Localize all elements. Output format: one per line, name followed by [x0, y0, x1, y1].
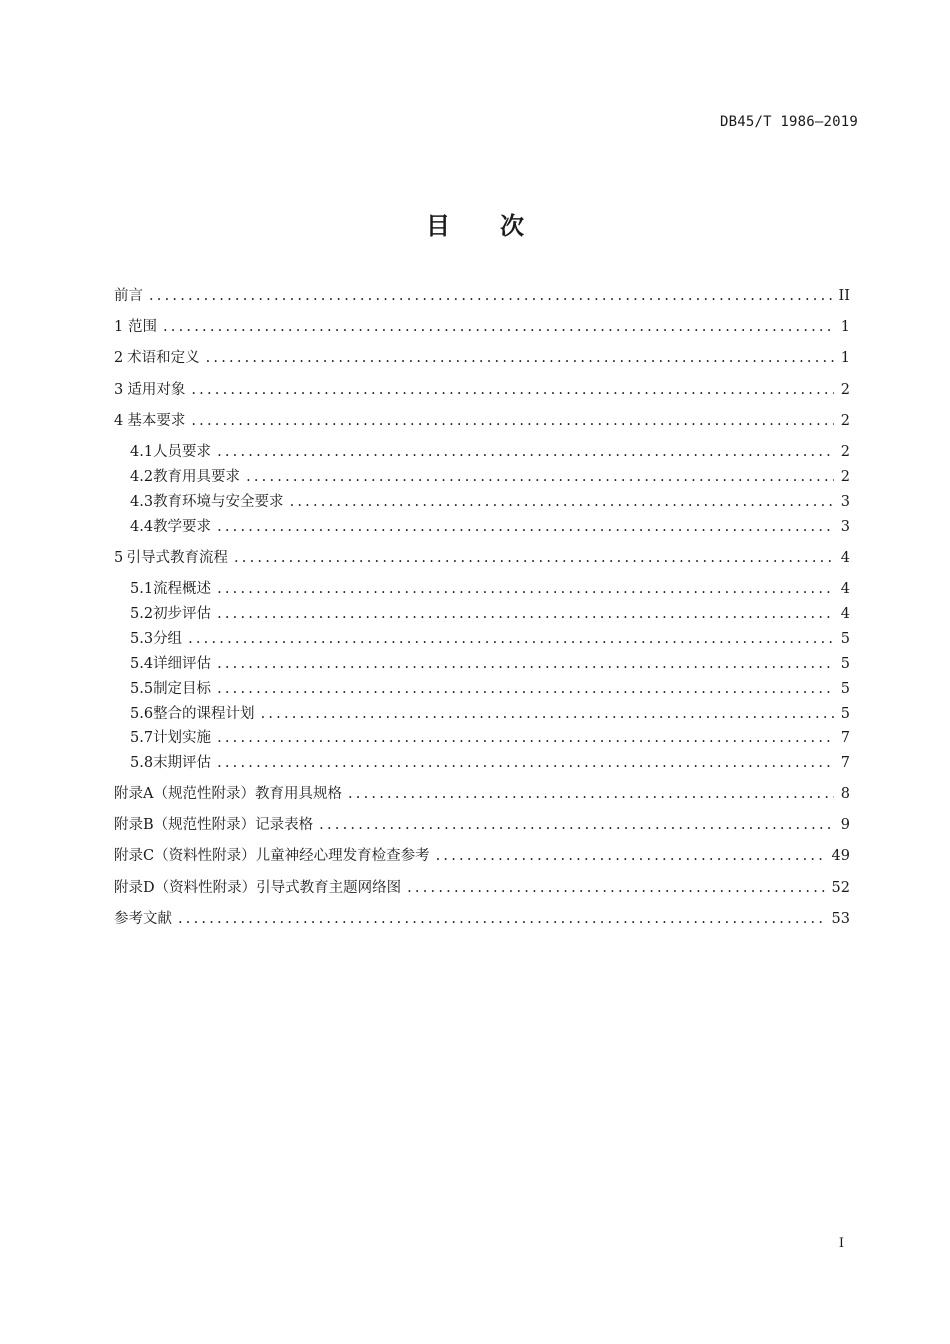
toc-entry[interactable] [114, 876, 850, 900]
toc-entry-number: 5 [114, 550, 124, 566]
toc-entry-number: 5.3 [130, 631, 154, 647]
toc-entry-label: 教育用具规格 [254, 786, 342, 802]
toc-entry[interactable] [114, 907, 850, 931]
toc-entry-label: 初步评估 [153, 606, 212, 622]
toc-entry[interactable] [130, 465, 850, 489]
toc-title-char-1: 目 [426, 212, 450, 240]
toc-entry-label: 整合的课程计划 [153, 706, 255, 722]
page-number: I [838, 1236, 844, 1251]
toc-entry-number: 5.8 [130, 755, 154, 771]
toc-entry-number: 5.1 [130, 581, 154, 597]
toc-entry-label: 末期评估 [153, 755, 212, 771]
toc-entry-label: 计划实施 [153, 730, 212, 746]
toc-entry-page: 4 [840, 606, 850, 622]
toc-entry-number: 4 [114, 413, 124, 429]
toc-dot-leader [206, 346, 834, 370]
toc-entry-number: 4.1 [130, 444, 154, 460]
toc-entry-page: 5 [840, 656, 850, 672]
toc-entry-page: 3 [840, 494, 850, 510]
toc-entry-page: II [838, 288, 850, 304]
toc-entry-number: 4.2 [130, 469, 154, 485]
toc-entry-number: 附录B（规范性附录） [114, 817, 256, 833]
toc-entry-number: 5.2 [130, 606, 154, 622]
toc-dot-leader [191, 409, 834, 433]
toc-dot-leader [436, 844, 826, 868]
toc-entry-number: 4.3 [130, 494, 154, 510]
toc-dot-leader [163, 315, 834, 339]
toc-entry-label: 前言 [114, 288, 143, 304]
toc-entry-page: 49 [831, 848, 850, 864]
toc-entry[interactable] [114, 315, 850, 339]
toc-dot-leader [217, 515, 834, 539]
toc-entry-label: 人员要求 [153, 444, 212, 460]
toc-entry-page: 5 [840, 681, 850, 697]
toc-entry-label: 教育环境与安全要求 [153, 494, 284, 510]
toc-entry[interactable] [130, 577, 850, 601]
toc-title-char-2: 次 [500, 212, 524, 240]
toc-dot-leader [188, 627, 834, 651]
toc-dot-leader [217, 652, 834, 676]
toc-dot-leader [217, 751, 834, 775]
toc-entry[interactable] [114, 782, 850, 806]
toc-entry[interactable] [130, 726, 850, 750]
toc-entry[interactable] [130, 627, 850, 651]
toc-entry-page: 2 [840, 469, 850, 485]
toc-entry-number: 5.6 [130, 706, 154, 722]
toc-entry-label: 范围 [127, 319, 157, 335]
toc-entry-page: 5 [840, 706, 850, 722]
toc-entry-label: 引导式教育流程 [126, 550, 228, 566]
toc-entry[interactable] [114, 346, 850, 370]
toc-entry-label: 引导式教育主题网络图 [256, 880, 402, 896]
toc-entry[interactable] [130, 440, 850, 464]
toc-entry-label: 教育用具要求 [153, 469, 241, 485]
toc-entry[interactable] [114, 409, 850, 433]
toc-dot-leader [217, 677, 834, 701]
toc-entry-number: 3 [114, 382, 124, 398]
toc-entry[interactable] [114, 284, 850, 308]
toc-entry-page: 9 [840, 817, 850, 833]
toc-entry-page: 7 [840, 755, 850, 771]
toc-entry-page: 53 [831, 911, 850, 927]
toc-entry-page: 2 [840, 382, 850, 398]
toc-entry-page: 1 [840, 319, 850, 335]
toc-entry-label: 基本要求 [127, 413, 186, 429]
toc-title [0, 206, 950, 241]
toc-dot-leader [234, 546, 834, 570]
toc-entry-page: 4 [840, 581, 850, 597]
toc-entry-number: 2 [114, 350, 124, 366]
toc-entry-label: 教学要求 [153, 519, 212, 535]
toc-dot-leader [319, 813, 834, 837]
toc-entry[interactable] [130, 677, 850, 701]
toc-dot-leader [217, 577, 834, 601]
toc-dot-leader [246, 465, 834, 489]
toc-dot-leader [348, 782, 834, 806]
toc-entry-label: 分组 [153, 631, 183, 647]
document-code: DB45/T 1986—2019 [719, 114, 858, 130]
toc-entry-number: 5.4 [130, 656, 154, 672]
toc-dot-leader [217, 440, 834, 464]
toc-entry-label: 适用对象 [127, 382, 186, 398]
toc-entry-number: 1 [114, 319, 124, 335]
toc-entry-number: 附录D（资料性附录） [114, 880, 257, 896]
toc-entry-page: 52 [831, 880, 850, 896]
toc-entry-page: 1 [840, 350, 850, 366]
toc-dot-leader [178, 907, 826, 931]
toc-dot-leader [407, 876, 825, 900]
toc-entry-label: 儿童神经心理发育检查参考 [255, 848, 430, 864]
toc-entry-label: 术语和定义 [127, 350, 200, 366]
toc-entry[interactable] [114, 844, 850, 868]
toc-entry-number: 4.4 [130, 519, 154, 535]
toc-dot-leader [217, 602, 834, 626]
toc-entry-page: 7 [840, 730, 850, 746]
toc-entry-label: 详细评估 [153, 656, 212, 672]
toc-dot-leader [261, 702, 834, 726]
toc-entry-page: 2 [840, 413, 850, 429]
toc-entry-label: 制定目标 [153, 681, 212, 697]
toc-entry-page: 8 [840, 786, 850, 802]
toc-dot-leader [217, 726, 834, 750]
toc-entry-label: 参考文献 [114, 911, 172, 927]
toc-entry[interactable] [130, 702, 850, 726]
toc-entry-number: 附录C（资料性附录） [114, 848, 256, 864]
toc-entry[interactable] [114, 813, 850, 837]
toc-entry-page: 4 [840, 550, 850, 566]
toc-dot-leader [149, 284, 833, 308]
toc-dot-leader [290, 490, 834, 514]
toc-entry[interactable] [130, 652, 850, 676]
toc-entry-page: 3 [840, 519, 850, 535]
toc-entry[interactable] [114, 546, 850, 570]
toc-entry[interactable] [130, 751, 850, 775]
toc-entry-number: 附录A（规范性附录） [114, 786, 255, 802]
toc-entry[interactable] [130, 515, 850, 539]
toc-entry-label: 记录表格 [255, 817, 314, 833]
toc-entry[interactable] [130, 490, 850, 514]
toc-entry-number: 5.7 [130, 730, 154, 746]
toc-entry-page: 2 [840, 444, 850, 460]
toc-entry-number: 5.5 [130, 681, 154, 697]
toc-entry[interactable] [130, 602, 850, 626]
toc-entry[interactable] [114, 378, 850, 402]
toc-dot-leader [191, 378, 834, 402]
toc-entry-page: 5 [840, 631, 850, 647]
toc-entry-label: 流程概述 [153, 581, 212, 597]
